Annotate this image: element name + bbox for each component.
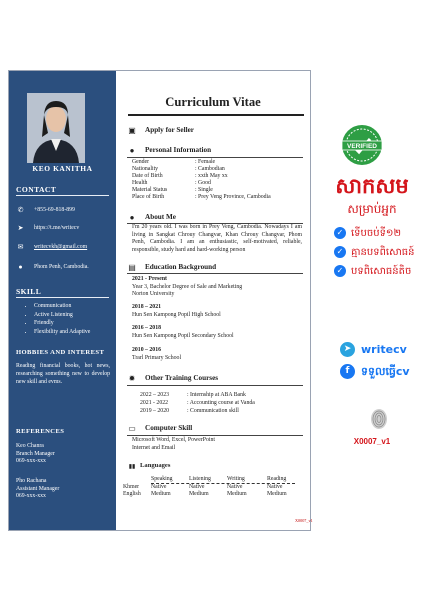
training-year: 2019 – 2020 — [140, 408, 169, 414]
cv-main — [116, 71, 313, 530]
check-icon: ✓ — [334, 227, 346, 239]
contact-heading: CONTACT — [16, 185, 57, 194]
reference-name: Pho Rachana — [16, 478, 47, 484]
telegram-text: https://t.me/writecv — [34, 225, 80, 231]
reference-2 — [16, 478, 59, 501]
briefcase-icon: ▣ — [128, 126, 136, 135]
template-code: X0007_v1 — [295, 518, 313, 523]
hobbies-heading: HOBBIES AND INTEREST — [16, 349, 105, 356]
personal-row — [132, 159, 308, 166]
education-divider — [127, 273, 303, 274]
training-row — [132, 392, 308, 399]
language-level: Medium — [151, 491, 171, 498]
personal-row — [132, 173, 308, 180]
promo-feature — [334, 245, 424, 259]
facebook-handle[interactable]: ទទួលធ្វើcv — [361, 365, 410, 378]
language-level: Medium — [267, 491, 287, 498]
lang-col-header: Listening — [189, 476, 211, 482]
hobbies-text: Reading financial books, hot news, researching something new to develop new skill and evms. — [16, 363, 110, 385]
badge-text: VERIFIED — [347, 143, 377, 150]
language-level: Native — [227, 484, 243, 491]
contact-phone — [16, 206, 112, 216]
education-detail: Trarl Primary School — [132, 354, 182, 361]
education-school: Norton University — [132, 291, 175, 298]
page-title: Curriculum Vitae — [165, 95, 261, 109]
field-label: Gender — [132, 159, 150, 165]
fingerprint-icon — [370, 408, 388, 430]
education-entry — [132, 325, 302, 340]
education-entry — [132, 304, 302, 319]
field-label: Material Status — [132, 187, 168, 193]
computer-item: Internet and Email — [132, 444, 176, 451]
field-value: : xxth May xx — [195, 173, 228, 179]
facebook-link[interactable] — [340, 364, 424, 380]
location-icon: ● — [18, 263, 23, 271]
training-course: : Accounting course at Vanda — [187, 400, 255, 406]
language-row — [123, 484, 302, 491]
personal-row — [132, 187, 308, 194]
facebook-icon: f — [340, 364, 355, 379]
education-detail: Year 3, Bachelor Degree of Sale and Marketing — [132, 283, 243, 290]
phone-text: +855-69-818-899 — [34, 207, 75, 213]
computer-item: Microsoft Word, Excel, PowerPoint — [132, 437, 215, 443]
reference-role: Branch Manager — [16, 450, 55, 457]
promo-code: X0007_v1 — [353, 437, 391, 446]
training-year: 2022 – 2023 — [140, 392, 169, 398]
education-title: Education Background — [145, 263, 217, 271]
person-photo-icon — [27, 93, 85, 163]
education-detail: Hun Sen Kampong Popil High School — [132, 311, 221, 318]
computer-divider — [127, 435, 303, 436]
cv-sidebar — [9, 71, 116, 530]
training-divider — [127, 385, 303, 386]
feature-text: ទើបចប់ទី១២ — [351, 228, 402, 239]
verified-badge-icon — [340, 123, 384, 167]
reference-role: Assistant Manager — [16, 485, 60, 492]
personal-title: Personal Information — [145, 146, 212, 154]
location-text: Phom Penh, Cambodia. — [34, 264, 89, 270]
contact-divider — [16, 195, 109, 196]
field-value: : Female — [195, 159, 216, 165]
lang-col-header: Speaking — [151, 476, 173, 482]
promo-panel — [320, 115, 424, 455]
feature-text: គ្មានបទពិសោធន៍ — [351, 247, 415, 258]
skill-heading: SKILL — [16, 287, 42, 296]
education-year: 2021 - Present — [132, 276, 167, 282]
education-entry — [132, 347, 302, 362]
person-icon: ● — [129, 146, 135, 155]
education-detail: Hun Sen Kampong Popil Secondary School — [132, 332, 234, 339]
promo-feature — [334, 264, 424, 278]
education-year: 2016 – 2018 — [132, 325, 161, 331]
email-icon: ✉ — [17, 243, 24, 251]
skill-item: • Communication — [34, 302, 112, 311]
language-level: Medium — [227, 491, 247, 498]
training-row — [132, 400, 308, 407]
lang-col-header: Writing — [227, 476, 245, 482]
language-level: Medium — [189, 491, 209, 498]
about-title: About Me — [145, 213, 176, 221]
field-label: Place of Birth — [132, 194, 165, 200]
education-year: 2010 – 2016 — [132, 347, 161, 353]
computer-icon: ▭ — [128, 424, 136, 433]
skill-list — [16, 302, 112, 336]
training-year: 2021 - 2022 — [140, 400, 169, 406]
reference-1 — [16, 443, 55, 466]
reference-name: Keo Chanra — [16, 443, 44, 449]
contact-telegram — [16, 224, 112, 234]
field-label: Nationality — [132, 166, 159, 172]
promo-subhead: សម្រាប់អ្នក — [347, 202, 397, 216]
training-row — [132, 408, 308, 415]
language-level: Native — [189, 484, 205, 491]
reference-phone: 069-xxx-xxx — [16, 493, 46, 500]
personal-row — [132, 194, 308, 201]
personal-row — [132, 166, 308, 173]
language-level: Native — [267, 484, 283, 491]
reference-phone: 069-xxx-xxx — [16, 458, 46, 465]
cv-document — [8, 70, 311, 531]
languages-table — [123, 476, 302, 499]
language-level: Native — [151, 484, 167, 491]
feature-text: បទពិសោធន៍តិច — [351, 266, 412, 277]
languages-divider — [151, 483, 295, 484]
skill-item: • Friendly — [34, 319, 112, 328]
computer-title: Computer Skill — [145, 424, 193, 432]
telegram-handle[interactable]: writecv — [361, 343, 407, 356]
personal-divider — [127, 157, 303, 158]
training-course: : Internship at ABA Bank — [187, 392, 246, 398]
language-name: English — [123, 491, 141, 498]
field-value: : Good — [195, 180, 211, 186]
field-value: : Cambodian — [195, 166, 225, 172]
language-row — [123, 491, 302, 498]
apply-text: Apply for Seller — [145, 126, 194, 134]
personal-row — [132, 180, 308, 187]
check-icon: ✓ — [334, 246, 346, 258]
candidate-name: KEO KANITHA — [32, 164, 93, 173]
contact-location — [16, 263, 112, 273]
lang-col-header: Reading — [267, 476, 287, 482]
book-icon: ▤ — [128, 263, 136, 272]
skill-item: • Flexibility and Adaptive — [34, 328, 112, 337]
field-value: : Single — [195, 187, 213, 193]
profile-photo — [27, 93, 85, 163]
telegram-icon: ➤ — [340, 342, 355, 357]
computer-list — [132, 437, 302, 452]
telegram-link[interactable] — [340, 342, 424, 358]
gear-icon: ✹ — [128, 374, 136, 383]
contact-email — [16, 243, 112, 253]
language-name: Khmer — [123, 484, 140, 491]
education-year: 2018 – 2021 — [132, 304, 161, 310]
skill-divider — [16, 297, 109, 298]
person-icon: ● — [129, 213, 135, 222]
field-label: Health — [132, 180, 148, 186]
promo-headline: សាកសម — [335, 174, 409, 198]
field-label: Date of Birth — [132, 173, 163, 179]
languages-title: Languages — [140, 462, 171, 469]
telegram-icon: ➤ — [17, 224, 24, 232]
promo-feature — [334, 226, 424, 240]
phone-icon: ✆ — [17, 206, 24, 214]
about-text: I'm 20 years old. I was born in Prey Veng, Cambodia. Nowadays I am living in Sangkat Chrouy Changvar, Khan Chrouy Changvar, Phom Penh, Cambodia. I am an enthusiastic, self-motivated, reliable, responsible, study hard and hard-working person — [132, 224, 302, 253]
check-icon: ✓ — [334, 265, 346, 277]
speech-icon: ▮▮ — [128, 464, 136, 470]
skill-item: • Active Listening — [34, 311, 112, 320]
field-value: : Prey Veng Province, Cambodia — [195, 194, 271, 200]
title-divider — [128, 114, 304, 116]
training-title: Other Training Courses — [145, 374, 219, 382]
references-heading: REFERENCES — [16, 428, 65, 435]
email-link[interactable]: writecvkh@gmail.com — [34, 244, 88, 250]
education-entry — [132, 276, 302, 299]
training-course: : Communication skill — [187, 408, 239, 414]
